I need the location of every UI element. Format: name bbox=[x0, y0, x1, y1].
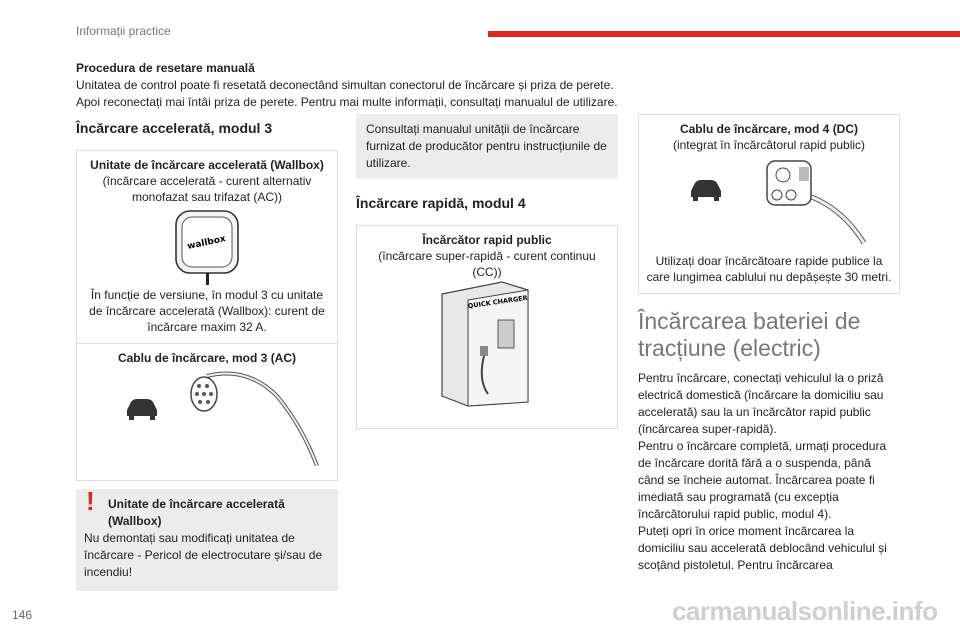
wallbox-card bbox=[76, 150, 338, 344]
cable-mode4-note: Utilizați doar încărcătoare rapide publice la care lungimea cablului nu depășește 30 metri. bbox=[646, 254, 892, 284]
intro-title: Procedura de resetare manuală bbox=[76, 61, 255, 75]
section-header: Informații practice bbox=[76, 24, 171, 38]
cable-mode4-card bbox=[638, 114, 900, 294]
wallbox-title: Unitate de încărcare accelerată (Wallbox) bbox=[90, 158, 324, 172]
cable-mode3-card bbox=[76, 344, 338, 481]
quick-charger-title: Încărcător rapid public bbox=[422, 233, 552, 247]
page-number: 146 bbox=[12, 608, 33, 622]
quick-charger-icon bbox=[432, 280, 542, 408]
warning-text: Nu demontați sau modificați unitatea de încărcare - Pericol de electrocutare și/sau de incendiu! bbox=[84, 531, 323, 579]
intro-text: Unitatea de control poate fi resetată deconectând simultan conectorul de încărcare și priza de perete. Apoi reconectați mai întâi priza de perete. Pentru mai multe informații, consultați manualul de utilizare. bbox=[76, 78, 618, 109]
column-2 bbox=[356, 114, 618, 429]
warning-icon: ! bbox=[86, 486, 95, 516]
cable-mode3-icon bbox=[87, 366, 327, 466]
cable-mode4-title: Cablu de încărcare, mod 4 (DC) bbox=[679, 122, 859, 136]
intro-block bbox=[76, 60, 636, 111]
wallbox-logo-text: wallbox bbox=[186, 234, 227, 252]
wallbox-note: În funcție de versiune, în modul 3 cu unitate de încărcare accelerată (Wallbox): curent de încărcare maxim 32 A. bbox=[89, 288, 325, 334]
warning-title: Unitate de încărcare accelerată (Wallbox) bbox=[108, 497, 285, 528]
section-body: Pentru încărcare, conectați vehiculul la o priză electrică domestică (încărcare la domiciliu sau accelerată) sau la un încărcător rapid public (încărcarea super-rapidă). Pentru o încărcare completă, urmați procedura de încărcare dorită fără a o suspenda, până când se încheie automat. Încărcarea poate fi imediată sau programată (cu excepția încărcătorului rapid public, modul 4). Puteți opri în orice moment încărcarea la domiciliu sau accelerată deblocând vehiculul și scoțând pistoletul. Pentru încărcarea bbox=[638, 371, 887, 572]
heading-mode3: Încărcare accelerată, modul 3 bbox=[76, 120, 273, 136]
station-label: QUICK CHARGER bbox=[467, 293, 529, 311]
cable-mode4-subtitle: (integrat în încărcătorul rapid public) bbox=[672, 138, 866, 152]
cable-mode4-icon bbox=[649, 153, 889, 253]
section-title: Încărcarea bateriei de tracțiune (electric) bbox=[638, 308, 861, 361]
accent-bar bbox=[488, 31, 960, 37]
warning-box bbox=[76, 486, 338, 591]
car-icon bbox=[127, 399, 157, 420]
quick-charger-subtitle: (încărcare super-rapidă - curent continuu (CC)) bbox=[378, 249, 596, 279]
column-3 bbox=[638, 114, 900, 574]
heading-mode4: Încărcare rapidă, modul 4 bbox=[356, 195, 526, 211]
info-box: Consultați manualul unității de încărcare furnizat de producător pentru instrucțiunile de utilizare. bbox=[356, 114, 618, 179]
watermark: carmanualsonline.info bbox=[672, 596, 938, 626]
column-1 bbox=[76, 120, 338, 591]
car-icon bbox=[691, 180, 721, 201]
cable-mode3-title: Cablu de încărcare, mod 3 (AC) bbox=[117, 351, 297, 365]
quick-charger-card bbox=[356, 225, 618, 429]
wallbox-icon bbox=[162, 205, 252, 287]
wallbox-subtitle: (încărcare accelerată - curent alternativ monofazat sau trifazat (AC)) bbox=[102, 174, 312, 204]
